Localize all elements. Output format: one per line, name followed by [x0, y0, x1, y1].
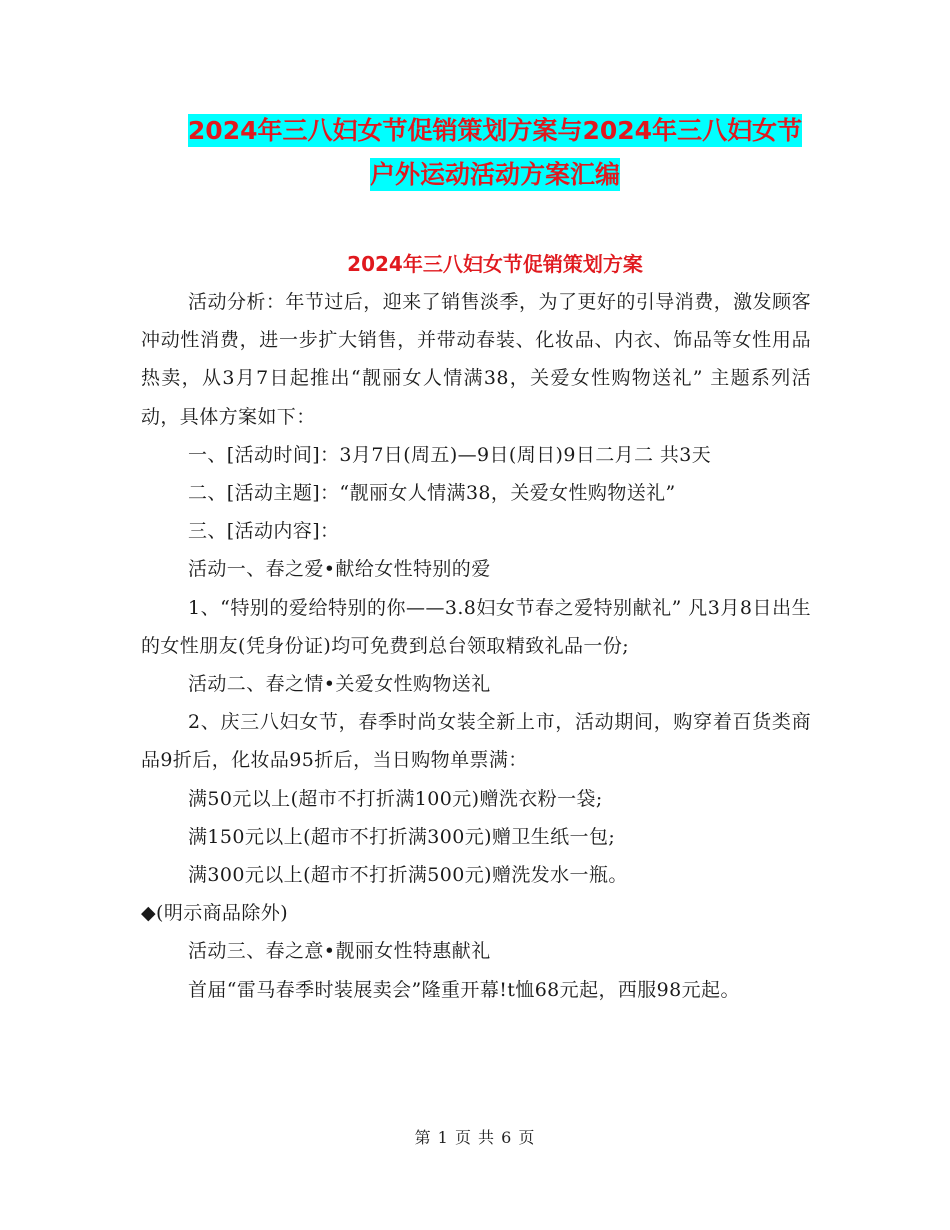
paragraph-tier-150: 满150元以上(超市不打折满300元)赠卫生纸一包; [188, 825, 616, 848]
paragraph-activity-two: 活动二、春之情•关爱女性购物送礼 [188, 673, 491, 696]
paragraph-tier-300: 满300元以上(超市不打折满500元)赠洗发水一瓶。 [188, 864, 628, 887]
title-highlight-2: 户外运动活动方案汇编 [369, 160, 620, 189]
paragraph-activity-theme: 二、[活动主题]：“靓丽女人情满38，关爱女性购物送礼” [188, 482, 676, 505]
paragraph-activity-one: 活动一、春之爱•献给女性特别的爱 [188, 558, 491, 581]
document-title-line-1 [140, 107, 850, 155]
section-title: 2024年三八妇女节促销策划方案 [347, 252, 643, 276]
paragraph-activity-analysis: 活动分析：年节过后，迎来了销售淡季，为了更好的引导消费，激发顾客冲动性消费，进一步扩大销售，并带动春装、化妆品、内衣、饰品等女性用品热卖，从3月7日起推出“靓丽女人情满38，关爱女性购物送礼” 主题系列活动，具体方案如下： [141, 291, 811, 428]
title-highlight-1: 2024年三八妇女节促销策划方案与2024年三八妇女节 [187, 116, 803, 145]
page-footer: 第 1 页 共 6 页 [414, 1128, 536, 1147]
paragraph-activity-three: 活动三、春之意•靓丽女性特惠献礼 [188, 940, 491, 963]
paragraph-fashion-show: 首届“雷马春季时装展卖会”隆重开幕!t恤68元起，西服98元起。 [188, 978, 740, 1001]
paragraph-activity-content: 三、[活动内容]： [188, 520, 340, 543]
paragraph-exclusion-note: ◆(明示商品除外) [141, 902, 289, 925]
document-body [141, 283, 811, 1009]
document-title-line-2 [140, 151, 850, 199]
paragraph-tier-50: 满50元以上(超市不打折满100元)赠洗衣粉一袋; [188, 787, 603, 810]
paragraph-birthday-gift: 1、“特别的爱给特别的你——3.8妇女节春之爱特别献礼” 凡3月8日出生的女性朋友(凭身份证)均可免费到总台领取精致礼品一份; [141, 596, 811, 657]
paragraph-discount: 2、庆三八妇女节，春季时尚女装全新上市，活动期间，购穿着百货类商品9折后，化妆品95折后，当日购物单票满： [141, 711, 811, 772]
paragraph-activity-time: 一、[活动时间]：3月7日(周五)—9日(周日)9日二月二 共3天 [188, 443, 712, 466]
